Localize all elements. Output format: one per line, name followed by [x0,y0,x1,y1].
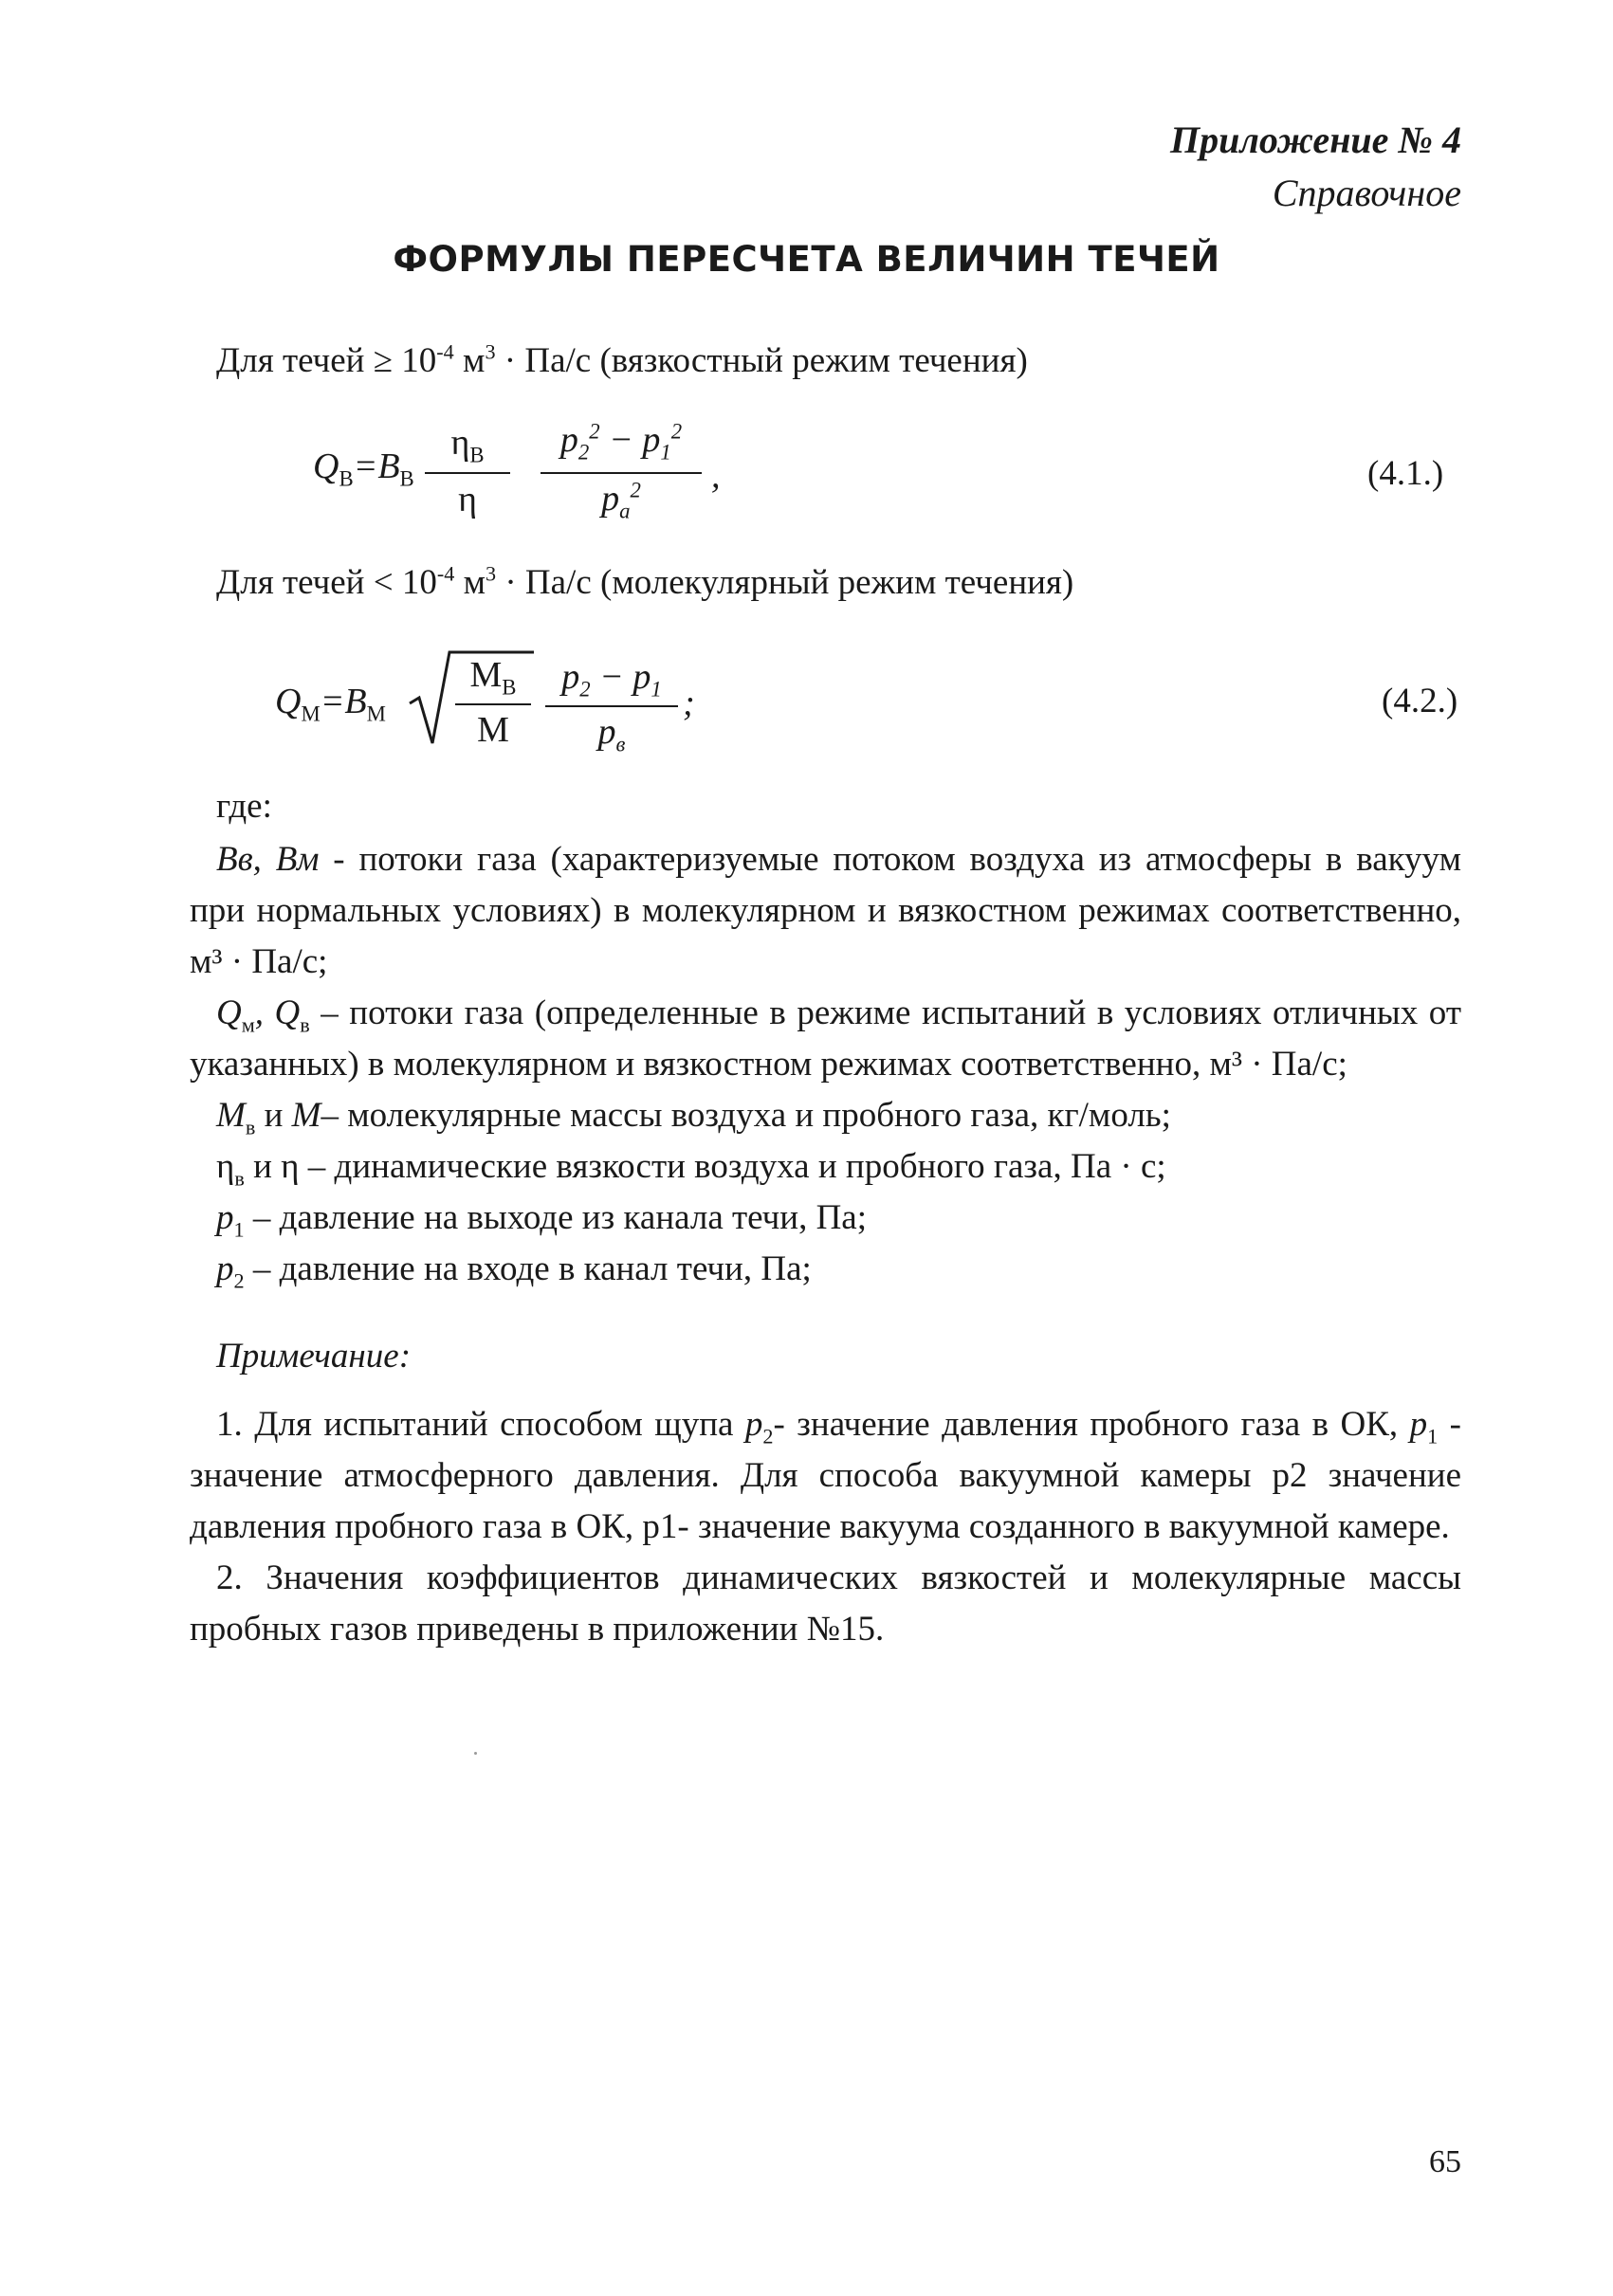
appendix-kind: Справочное [1272,172,1461,214]
note-item-1 [190,1399,1461,1553]
definition-m-term-sub: в [245,1115,256,1139]
formula-viscous-b-sub: В [399,466,414,491]
note-item-1-c: - значение атмосферного давления. Для способа вакуумной камеры р2 значение давления пробного газа в ОК, р1- значение вакуума созданного в вакуумной камере. [190,1405,1461,1546]
definition-m-term2: M [291,1096,321,1135]
formula-viscous-frac2 [541,419,702,528]
definition-p1-term-sub: 1 [233,1217,245,1242]
note-item-1-p1: p [1409,1405,1428,1444]
molecular-intro-b-exp: 3 [486,561,497,586]
definition-q-term-sub: м [241,1012,255,1037]
definition-b-term: Вв, Вм [216,840,320,879]
definition-p2 [190,1244,1461,1295]
equation-number-4-1: (4.1.) [1367,454,1444,493]
frac1-num-sub: В [469,443,485,467]
note-items [190,1399,1461,1655]
formula-viscous-q-sub: В [339,466,354,491]
frac2-num-p2-sq: 2 [589,419,600,444]
formula-molecular-frac1 [455,654,531,758]
frac2m-den-sub: в [615,732,626,756]
formula-viscous-q: Q [313,446,339,486]
speck-decoration [474,1752,477,1755]
frac1m-den: M [477,710,509,750]
definitions [190,834,1461,1295]
molecular-intro [216,559,1073,607]
viscous-intro-b-exp: 3 [485,339,496,364]
formula-molecular-b-sub: М [366,702,386,726]
appendix-header [1170,114,1461,220]
formula-molecular-q-sub: М [301,702,321,726]
appendix-number: Приложение № 4 [1169,118,1461,161]
frac2-num-p1-sq: 2 [670,419,683,444]
frac2m-num-p2: p [561,657,580,697]
molecular-intro-exp: -4 [436,561,455,586]
viscous-intro-exp: -4 [436,339,454,364]
formula-viscous-frac1 [425,422,510,526]
frac2-den-p: p [601,479,620,519]
definition-p1-term: p [216,1198,234,1237]
definition-eta [190,1141,1461,1193]
frac1m-num: M [469,655,503,695]
formula-molecular-frac2 [545,656,678,760]
formula-molecular-q: Q [275,682,302,721]
formula-viscous [313,446,414,491]
frac2-num-p2: p [559,420,578,460]
formula-molecular-tail: ; [683,683,695,723]
viscous-intro-a: Для течей ≥ 10 [216,341,437,380]
definition-eta-term2: η [281,1147,300,1186]
definition-p1 [190,1193,1461,1244]
frac2m-num-p2-sub: 2 [579,677,591,702]
note-item-1-p2: p [744,1405,763,1444]
definition-m [190,1090,1461,1141]
definition-m-term: M [216,1096,246,1135]
frac1m-num-sub: В [502,675,517,700]
equation-number-4-2: (4.2.) [1382,682,1458,720]
note-item-2: 2. Значения коэффициентов динамических вязкостей и молекулярные массы пробных газов приведены в приложении №15. [190,1558,1461,1649]
molecular-intro-a: Для течей < 10 [216,563,437,602]
note-heading: Примечание: [216,1337,412,1376]
frac2-minus: − p [599,420,661,460]
note-item-1-b: - значение давления пробного газа в ОК, [773,1405,1410,1444]
frac2m-den-p: p [597,712,616,752]
page-number: 65 [1429,2144,1461,2179]
frac2m-minus: − p [590,657,651,697]
definition-eta-term: η [216,1147,235,1186]
definition-p2-text: – давление на входе в канал течи, Па; [244,1249,812,1288]
note-item-1-a: 1. Для испытаний способом щупа [216,1405,745,1444]
definition-q [190,988,1461,1090]
frac2m-num-p1-sub: 1 [651,677,662,702]
definition-eta-mid: и [244,1147,282,1186]
frac2-den-sq: 2 [630,478,641,502]
formula-molecular-eq: =B [320,682,367,721]
frac1-num: η [450,423,470,463]
definition-p1-text: – давление на выходе из канала течи, Па; [244,1198,868,1237]
frac2-num-p2-sub: 2 [577,440,590,465]
viscous-intro-b: м [453,341,486,380]
viscous-intro-c: · Па/с (вязкостный режим течения) [495,341,1028,380]
molecular-intro-b: м [454,563,486,602]
formula-viscous-eq: =B [353,446,400,486]
definition-m-text: – молекулярные массы воздуха и пробного газа, кг/моль; [321,1096,1171,1135]
definition-eta-text: – динамические вязкости воздуха и пробного газа, Па · с; [299,1147,1166,1186]
definition-eta-term-sub: в [234,1166,245,1191]
definition-p2-term-sub: 2 [233,1268,245,1293]
frac2-num-p1-sub: 1 [660,440,671,465]
definition-p2-term: p [216,1249,234,1288]
definition-b [190,834,1461,988]
definition-q-text: – потоки газа (определенные в режиме испытаний в условиях отличных от указанных) в молекулярном и вязкостном режимах соответственно, м³ · Па/с; [190,993,1461,1084]
frac1-den: η [458,480,477,519]
definition-m-mid: и [255,1096,292,1135]
page-title: ФОРМУЛЫ ПЕРЕСЧЕТА ВЕЛИЧИН ТЕЧЕЙ [393,239,1220,280]
where-label: где: [216,787,272,826]
formula-viscous-tail: , [711,456,721,496]
formula-molecular [275,681,386,726]
note-item-1-p1-sub: 1 [1427,1424,1439,1449]
definition-q-term: Q [216,993,242,1032]
molecular-intro-c: · Па/с (молекулярный режим течения) [496,563,1074,602]
definition-q-term2-sub: в [300,1012,310,1037]
viscous-intro [216,337,1028,385]
definition-b-text: - потоки газа (характеризуемые потоком воздуха из атмосферы в вакуум при нормальных условиях) в молекулярном и вязкостном режимах соответственно, м³ · Па/с; [190,840,1461,981]
definition-q-term2: , Q [254,993,301,1032]
frac2-den-sub: a [619,499,631,523]
note-item-1-p2-sub: 2 [762,1424,774,1449]
